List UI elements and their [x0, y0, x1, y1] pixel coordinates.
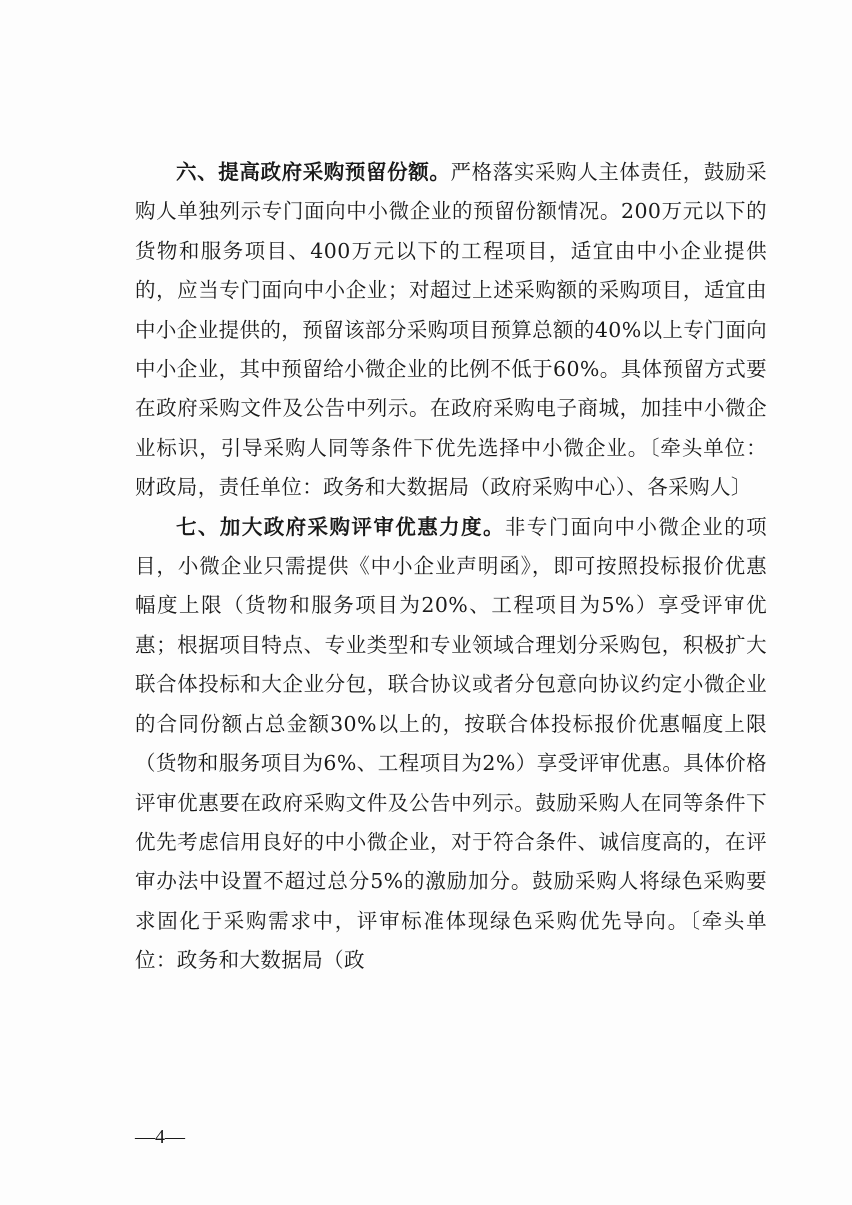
document-body	[135, 153, 767, 981]
page-number: —4—	[135, 1126, 185, 1148]
section-7-paragraph	[135, 508, 767, 981]
section-7-body: 非专门面向中小微企业的项目，小微企业只需提供《中小企业声明函》，即可按照投标报价优惠幅度上限（货物和服务项目为20%、工程项目为5%）享受评审优惠；根据项目特点、专业类型和专业领域合理划分采购包，积极扩大联合体投标和大企业分包，联合协议或者分包意向协议约定小微企业的合同份额占总金额30%以上的，按联合体投标报价优惠幅度上限（货物和服务项目为6%、工程项目为2%）享受评审优惠。具体价格评审优惠要在政府采购文件及公告中列示。鼓励采购人在同等条件下优先考虑信用良好的中小微企业，对于符合条件、诚信度高的，在评审办法中设置不超过总分5%的激励加分。鼓励采购人将绿色采购要求固化于采购需求中，评审标准体现绿色采购优先导向。〔牵头单位：政务和大数据局（政	[135, 514, 767, 973]
section-6-body: 严格落实采购人主体责任，鼓励采购人单独列示专门面向中小微企业的预留份额情况。200万元以下的货物和服务项目、400万元以下的工程项目，适宜由中小企业提供的，应当专门面向中小企业；对超过上述采购额的采购项目，适宜由中小企业提供的，预留该部分采购项目预算总额的40%以上专门面向中小企业，其中预留给小微企业的比例不低于60%。具体预留方式要在政府采购文件及公告中列示。在政府采购电子商城，加挂中小微企业标识，引导采购人同等条件下优先选择中小微企业。〔牵头单位：财政局，责任单位：政务和大数据局（政府采购中心）、各采购人〕	[135, 160, 768, 500]
section-6-heading: 六、提高政府采购预留份额。	[176, 160, 451, 184]
section-6-paragraph	[135, 153, 767, 508]
section-7-heading: 七、加大政府采购评审优惠力度。	[176, 514, 505, 539]
